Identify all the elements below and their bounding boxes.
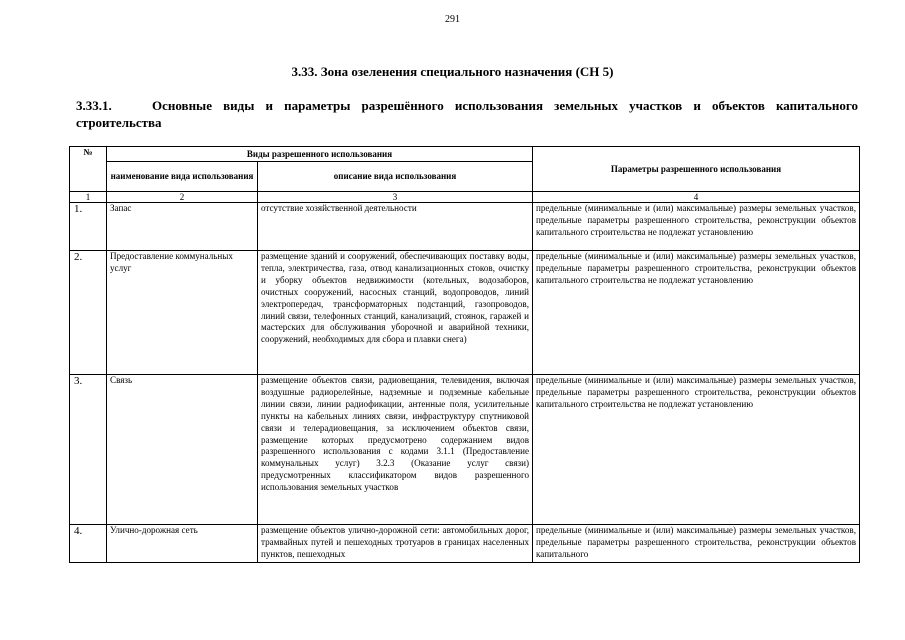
row-params: предельные (минимальные и (или) максимальные) размеры земельных участков, предельные параметры разрешенного строительства, реконструкции объектов капитального строительства не подлежат установлению	[533, 203, 860, 251]
row-num: 2.	[70, 251, 107, 375]
subsection-number: 3.33.1.	[76, 98, 112, 113]
header-params: Параметры разрешенного использования	[533, 147, 860, 192]
row-name: Улично-дорожная сеть	[107, 525, 258, 563]
permitted-use-table	[69, 146, 860, 563]
header-group: Виды разрешенного использования	[107, 147, 533, 162]
row-description: размещение объектов улично-дорожной сети: автомобильных дорог, трамвайных путей и пешеходных тротуаров в границах населенных пунктов, пешеходных	[258, 525, 533, 563]
header-name: наименование вида использования	[107, 162, 258, 192]
row-name: Связь	[107, 375, 258, 525]
index-cell: 4	[533, 192, 860, 203]
row-params: предельные (минимальные и (или) максимальные) размеры земельных участков, предельные параметры разрешенного строительства, реконструкции объектов капитального	[533, 525, 860, 563]
index-row	[70, 192, 860, 203]
header-description: описание вида использования	[258, 162, 533, 192]
table-row	[70, 375, 860, 525]
table-row	[70, 203, 860, 251]
row-num: 3.	[70, 375, 107, 525]
index-cell: 3	[258, 192, 533, 203]
section-title: 3.33. Зона озеленения специального назначения (СН 5)	[291, 64, 614, 79]
index-cell: 1	[70, 192, 107, 203]
subsection-heading	[76, 97, 858, 131]
row-description: размещение зданий и сооружений, обеспечивающих поставку воды, тепла, электричества, газа, отвод канализационных стоков, очистку и уборку объектов недвижимости (котельных, водозаборов, очистных сооружений, насосных станций, водопроводов, линий электропередач, трансформаторных подстанций, газопроводов, линий связи, телефонных станций, канализаций, стоянок, гаражей и мастерских для обслуживания уборочной и аварийной техники, сооружений, необходимых для сбора и плавки снега)	[258, 251, 533, 375]
header-row	[70, 147, 860, 162]
header-num: №	[70, 147, 107, 192]
row-num: 1.	[70, 203, 107, 251]
row-description: отсутствие хозяйственной деятельности	[258, 203, 533, 251]
table-row	[70, 251, 860, 375]
page-number: 291	[445, 14, 460, 25]
row-params: предельные (минимальные и (или) максимальные) размеры земельных участков, предельные параметры разрешенного строительства, реконструкции объектов капитального строительства не подлежат установлению	[533, 375, 860, 525]
row-name: Запас	[107, 203, 258, 251]
row-description: размещение объектов связи, радиовещания, телевидения, включая воздушные радиорелейные, надземные и подземные кабельные линии связи, линии радиофикации, антенные поля, усилительные пункты на кабельных линиях связи, инфраструктуру спутниковой связи и телерадиовещания, за исключением объектов связи, размещение которых предусмотрено содержанием видов разрешенного использования с кодами 3.1.1 (Предоставление коммунальных услуг) 3.2.3 (Оказание услуг связи) предусмотренных классификатором видов разрешенного использования земельных участков	[258, 375, 533, 525]
subsection-title: Основные виды и параметры разрешённого использования земельных участков и объектов капитального строительства	[76, 98, 858, 130]
index-cell: 2	[107, 192, 258, 203]
row-num: 4.	[70, 525, 107, 563]
row-params: предельные (минимальные и (или) максимальные) размеры земельных участков, предельные параметры разрешенного строительства, реконструкции объектов капитального строительства не подлежат установлению	[533, 251, 860, 375]
table-row	[70, 525, 860, 563]
row-name: Предоставление коммунальных услуг	[107, 251, 258, 375]
